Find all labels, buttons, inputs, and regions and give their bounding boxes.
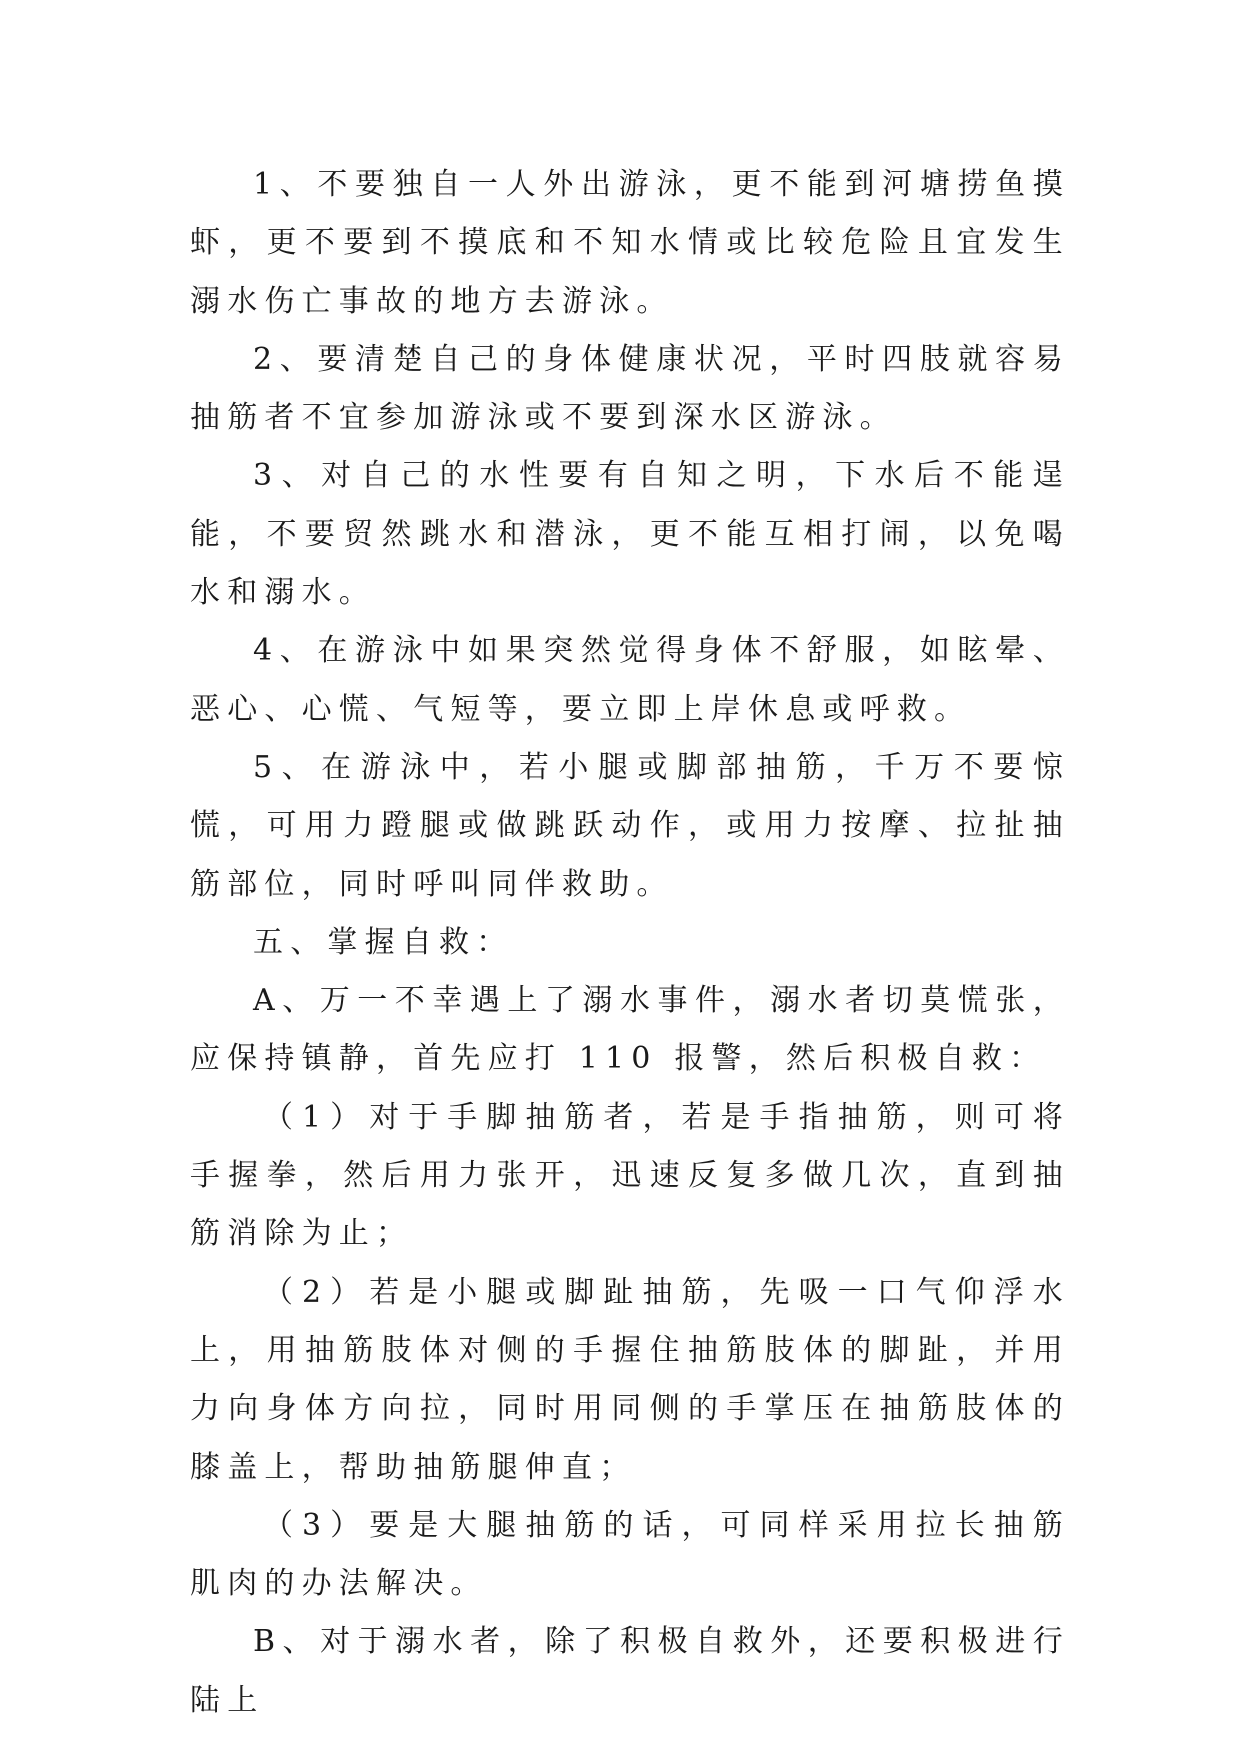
document-body (190, 156, 1070, 1730)
paragraph-rule-3: 3、对自己的水性要有自知之明，下水后不能逞能，不要贸然跳水和潜泳，更不能互相打闹，以免喝水和溺水。 (190, 458, 1070, 611)
paragraph-a: A、万一不幸遇上了溺水事件，溺水者切莫慌张，应保持镇静，首先应打 110 报警，然后积极自救： (190, 983, 1070, 1077)
paragraph-rule-4: 4、在游泳中如果突然觉得身体不舒服，如眩晕、恶心、心慌、气短等，要立即上岸休息或呼救。 (190, 633, 1070, 727)
paragraph-sub-2: （2）若是小腿或脚趾抽筋，先吸一口气仰浮水上，用抽筋肢体对侧的手握住抽筋肢体的脚趾，并用力向身体方向拉，同时用同侧的手掌压在抽筋肢体的膝盖上，帮助抽筋腿伸直； (190, 1274, 1070, 1485)
section-heading-self-rescue: 五、掌握自救： (253, 924, 514, 960)
paragraph-rule-1: 1、不要独自一人外出游泳，更不能到河塘捞鱼摸虾，更不要到不摸底和不知水情或比较危险且宜发生溺水伤亡事故的地方去游泳。 (190, 167, 1070, 319)
paragraph-rule-5: 5、在游泳中，若小腿或脚部抽筋，千万不要惊慌，可用力蹬腿或做跳跃动作，或用力按摩、拉扯抽筋部位，同时呼叫同伴救助。 (190, 749, 1070, 902)
paragraph-sub-1: （1）对于手脚抽筋者，若是手指抽筋，则可将手握拳，然后用力张开，迅速反复多做几次，直到抽筋消除为止； (190, 1099, 1070, 1252)
paragraph-sub-3: （3）要是大腿抽筋的话，可同样采用拉长抽筋肌肉的办法解决。 (190, 1507, 1070, 1602)
paragraph-b: B、对于溺水者，除了积极自救外，还要积极进行陆上 (190, 1624, 1070, 1718)
paragraph-rule-2: 2、要清楚自己的身体健康状况，平时四肢就容易抽筋者不宜参加游泳或不要到深水区游泳。 (190, 341, 1070, 436)
